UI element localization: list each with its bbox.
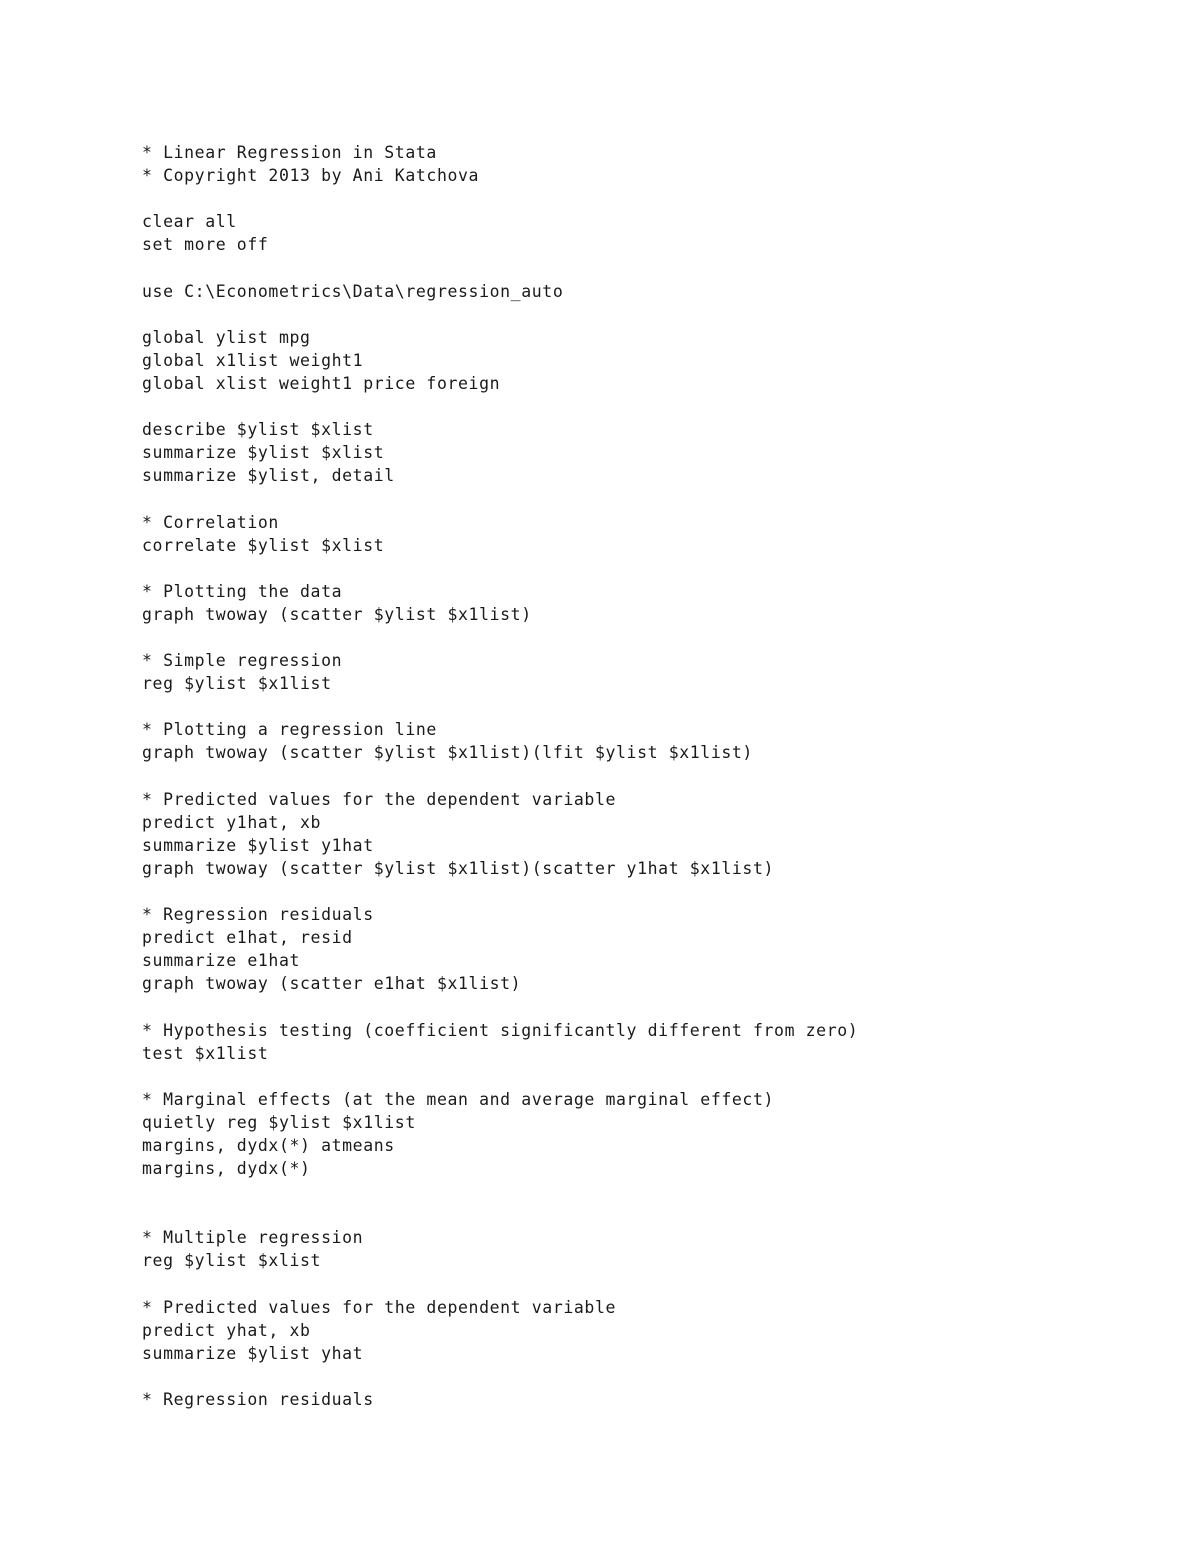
code-line: predict e1hat, resid bbox=[142, 928, 353, 948]
code-line: reg $ylist $xlist bbox=[142, 1251, 322, 1271]
blank-line bbox=[142, 695, 1142, 718]
code-line: summarize e1hat bbox=[142, 951, 301, 971]
code-line: margins, dydx(*) bbox=[142, 1159, 311, 1179]
code-line: reg $ylist $x1list bbox=[142, 674, 332, 694]
comment-line: * Regression residuals bbox=[142, 1389, 374, 1409]
blank-line bbox=[142, 995, 1142, 1018]
comment-line: * Predicted values for the dependent variable bbox=[142, 1297, 617, 1317]
blank-line bbox=[142, 1272, 1142, 1295]
code-line: quietly reg $ylist $x1list bbox=[142, 1112, 416, 1132]
code-line: describe $ylist $xlist bbox=[142, 420, 374, 440]
comment-line: * Hypothesis testing (coefficient significantly different from zero) bbox=[142, 1020, 859, 1040]
comment-line: * Plotting a regression line bbox=[142, 720, 437, 740]
blank-line bbox=[142, 487, 1142, 510]
comment-line: * Correlation bbox=[142, 512, 279, 532]
blank-line bbox=[142, 1065, 1142, 1088]
code-line: set more off bbox=[142, 235, 269, 255]
code-line: test $x1list bbox=[142, 1043, 269, 1063]
code-line: predict y1hat, xb bbox=[142, 812, 322, 832]
blank-line bbox=[142, 187, 1142, 210]
blank-line bbox=[142, 303, 1142, 326]
code-line: summarize $ylist $xlist bbox=[142, 443, 385, 463]
blank-line bbox=[142, 256, 1142, 279]
comment-line: * Regression residuals bbox=[142, 905, 374, 925]
code-line: graph twoway (scatter $ylist $x1list)(scatter y1hat $x1list) bbox=[142, 858, 775, 878]
code-line: graph twoway (scatter e1hat $x1list) bbox=[142, 974, 522, 994]
code-line: use C:\Econometrics\Data\regression_auto bbox=[142, 281, 564, 301]
comment-line: * Multiple regression bbox=[142, 1228, 364, 1248]
comment-line: * Simple regression bbox=[142, 651, 343, 671]
comment-line: * Marginal effects (at the mean and average marginal effect) bbox=[142, 1089, 775, 1109]
code-line: graph twoway (scatter $ylist $x1list) bbox=[142, 604, 532, 624]
blank-line bbox=[142, 395, 1142, 418]
code-line: summarize $ylist, detail bbox=[142, 466, 395, 486]
blank-line bbox=[142, 765, 1142, 788]
blank-line bbox=[142, 880, 1142, 903]
comment-line: * Plotting the data bbox=[142, 581, 343, 601]
blank-line bbox=[142, 557, 1142, 580]
comment-line: * Copyright 2013 by Ani Katchova bbox=[142, 166, 480, 186]
code-line: graph twoway (scatter $ylist $x1list)(lfit $ylist $x1list) bbox=[142, 743, 753, 763]
comment-line: * Predicted values for the dependent variable bbox=[142, 789, 617, 809]
blank-line bbox=[142, 1365, 1142, 1388]
stata-code-listing bbox=[142, 141, 1142, 1411]
comment-line: * Linear Regression in Stata bbox=[142, 143, 437, 162]
code-line: summarize $ylist y1hat bbox=[142, 835, 374, 855]
blank-line bbox=[142, 1180, 1142, 1226]
code-line: margins, dydx(*) atmeans bbox=[142, 1136, 395, 1156]
code-line: correlate $ylist $xlist bbox=[142, 535, 385, 555]
code-line: global x1list weight1 bbox=[142, 350, 364, 370]
code-line: predict yhat, xb bbox=[142, 1320, 311, 1340]
code-line: global ylist mpg bbox=[142, 327, 311, 347]
code-line: clear all bbox=[142, 212, 237, 232]
code-line: global xlist weight1 price foreign bbox=[142, 373, 501, 393]
blank-line bbox=[142, 626, 1142, 649]
code-line: summarize $ylist yhat bbox=[142, 1343, 364, 1363]
